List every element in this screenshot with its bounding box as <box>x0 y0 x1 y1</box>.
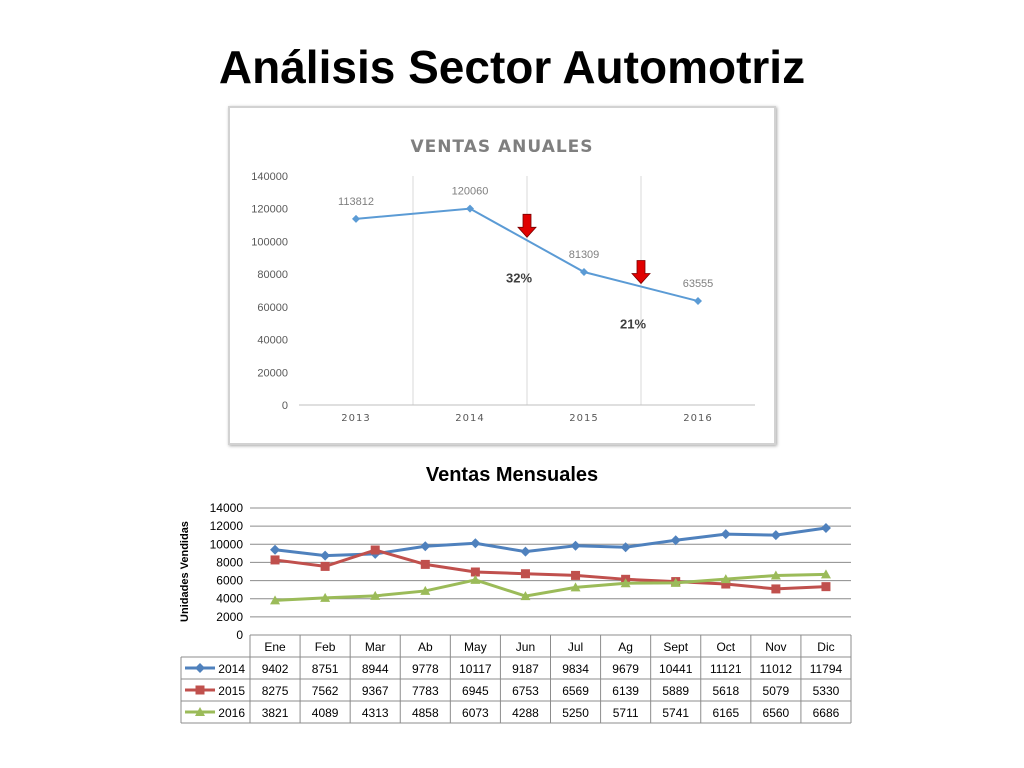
table-value-cell: 10441 <box>659 662 693 676</box>
monthly-series-line <box>275 550 826 589</box>
table-value-cell: 4313 <box>361 706 389 720</box>
monthly-y-tick-label: 0 <box>236 628 243 642</box>
table-header-cell: Feb <box>314 640 336 654</box>
table-header-cell: Jun <box>515 640 536 654</box>
annual-y-tick-label: 140000 <box>251 171 288 183</box>
table-value-cell: 6569 <box>562 684 589 698</box>
monthly-chart-title: Ventas Mensuales <box>425 464 599 486</box>
table-value-cell: 4089 <box>311 706 339 720</box>
annual-y-tick-label: 60000 <box>257 301 288 314</box>
legend-series-label: 2014 <box>218 662 245 676</box>
annual-data-label: 113812 <box>338 195 374 208</box>
table-header-cell: Ag <box>618 640 633 654</box>
down-arrow-icon <box>632 261 650 284</box>
table-value-cell: 5618 <box>712 684 740 698</box>
monthly-y-tick-label: 10000 <box>209 537 243 552</box>
monthly-y-tick-label: 6000 <box>216 573 243 588</box>
annual-y-tick-label: 20000 <box>257 367 288 380</box>
monthly-data-point <box>721 529 731 539</box>
table-value-cell: 7562 <box>311 684 339 698</box>
table-value-cell: 5250 <box>562 706 589 720</box>
monthly-data-point <box>721 574 731 583</box>
monthly-data-point <box>771 570 781 579</box>
legend-series-label: 2015 <box>218 684 245 698</box>
legend-marker <box>195 663 205 673</box>
table-value-cell: 6686 <box>812 706 840 720</box>
monthly-data-point <box>821 569 831 578</box>
table-value-cell: 6560 <box>762 706 790 720</box>
monthly-y-tick-label: 8000 <box>216 555 243 570</box>
table-value-cell: 11012 <box>759 662 793 676</box>
annual-chart-svg <box>230 108 774 443</box>
table-header-cell: Sept <box>663 640 689 654</box>
monthly-data-point <box>821 582 830 591</box>
monthly-series-line <box>275 528 826 556</box>
table-header-cell: May <box>464 640 487 654</box>
down-arrow-icon <box>518 214 536 237</box>
annual-y-tick-label: 0 <box>281 400 288 412</box>
annual-data-point <box>352 215 360 223</box>
annual-y-tick-label: 120000 <box>251 203 288 216</box>
annual-percent-annotation: 32% <box>505 270 533 286</box>
legend-marker <box>196 686 205 695</box>
monthly-data-point <box>571 571 580 580</box>
monthly-data-point <box>421 560 430 569</box>
monthly-data-point <box>370 591 380 600</box>
monthly-data-point <box>571 582 581 591</box>
monthly-data-point <box>370 549 380 559</box>
monthly-y-tick-label: 14000 <box>209 501 243 515</box>
table-value-cell: 9679 <box>612 662 639 676</box>
monthly-data-point <box>671 577 680 586</box>
annual-y-tick-label: 40000 <box>257 334 288 347</box>
monthly-data-point <box>621 575 630 584</box>
monthly-data-point <box>470 538 480 548</box>
table-header-cell: Oct <box>716 640 736 654</box>
table-value-cell: 4288 <box>512 706 539 720</box>
table-header-cell: Ene <box>264 640 286 654</box>
table-header-cell: Dic <box>817 640 835 654</box>
table-value-cell: 9778 <box>411 662 439 676</box>
table-header-cell: Nov <box>765 640 787 654</box>
table-value-cell: 8751 <box>311 662 339 676</box>
legend-series-label: 2016 <box>218 706 245 720</box>
annual-percent-annotation: 21% <box>619 316 647 332</box>
table-value-cell: 5711 <box>612 706 639 720</box>
monthly-data-point <box>571 541 581 551</box>
monthly-data-point <box>270 595 280 604</box>
annual-y-tick-label: 100000 <box>251 236 288 249</box>
monthly-data-point <box>521 569 530 578</box>
annual-data-label: 63555 <box>682 278 714 291</box>
table-value-cell: 11794 <box>809 662 843 676</box>
monthly-data-point <box>271 555 280 564</box>
monthly-data-point <box>471 567 480 576</box>
table-value-cell: 9834 <box>562 662 589 676</box>
slide-title: Análisis Sector Automotriz <box>218 41 806 93</box>
table-value-cell: 10117 <box>459 662 492 676</box>
monthly-data-point <box>420 586 430 595</box>
monthly-data-point <box>721 580 730 589</box>
monthly-data-point <box>621 578 631 587</box>
annual-x-tick-label: 2013 <box>341 413 371 424</box>
monthly-y-tick-label: 12000 <box>209 519 243 534</box>
table-value-cell: 9187 <box>512 662 539 676</box>
legend-marker <box>195 707 205 716</box>
table-value-cell: 9402 <box>261 662 289 676</box>
annual-x-tick-label: 2016 <box>683 413 713 424</box>
table-value-cell: 5079 <box>762 684 790 698</box>
table-value-cell: 6753 <box>512 684 539 698</box>
monthly-data-point <box>520 547 530 557</box>
monthly-data-point <box>420 541 430 551</box>
monthly-data-point <box>320 551 330 561</box>
monthly-data-point <box>470 575 480 584</box>
table-header-cell: Ab <box>417 640 433 654</box>
table-value-cell: 4858 <box>411 706 439 720</box>
table-value-cell: 11121 <box>709 662 742 676</box>
annual-chart-title: VENTAS ANUALES <box>410 137 594 157</box>
table-value-cell: 6945 <box>462 684 489 698</box>
monthly-data-point <box>771 530 781 540</box>
annual-x-tick-label: 2015 <box>569 413 599 424</box>
annual-data-point <box>694 297 702 305</box>
monthly-y-tick-label: 4000 <box>216 591 243 606</box>
table-value-cell: 6073 <box>462 706 489 720</box>
table-header-cell: Mar <box>364 640 386 654</box>
table-value-cell: 3821 <box>261 706 289 720</box>
monthly-data-point <box>771 584 780 593</box>
monthly-data-point <box>621 542 631 552</box>
monthly-data-point <box>671 578 681 587</box>
table-value-cell: 8944 <box>361 662 389 676</box>
monthly-data-point <box>821 523 831 533</box>
annual-data-point <box>466 205 474 213</box>
table-value-cell: 6165 <box>712 706 740 720</box>
monthly-data-point <box>270 545 280 555</box>
annual-x-tick-label: 2014 <box>455 413 485 424</box>
table-value-cell: 7783 <box>411 684 439 698</box>
monthly-series-line <box>275 574 826 600</box>
annual-data-label: 120060 <box>451 185 489 198</box>
monthly-data-point <box>520 591 530 600</box>
annual-sales-chart <box>228 106 776 445</box>
table-value-cell: 8275 <box>261 684 289 698</box>
monthly-data-point <box>671 535 681 545</box>
monthly-y-tick-label: 2000 <box>216 609 243 624</box>
annual-data-label: 81309 <box>568 249 600 262</box>
table-header-cell: Jul <box>567 640 584 654</box>
annual-y-tick-label: 80000 <box>257 269 288 282</box>
monthly-y-axis-label: Unidades Vendidas <box>179 521 191 622</box>
table-value-cell: 6139 <box>612 684 639 698</box>
monthly-data-point <box>321 562 330 571</box>
monthly-data-point <box>320 593 330 602</box>
table-value-cell: 5741 <box>662 706 690 720</box>
annual-data-point <box>580 268 588 276</box>
table-value-cell: 5330 <box>812 684 840 698</box>
table-value-cell: 5889 <box>662 684 690 698</box>
table-value-cell: 9367 <box>361 684 389 698</box>
monthly-data-point <box>371 546 380 555</box>
